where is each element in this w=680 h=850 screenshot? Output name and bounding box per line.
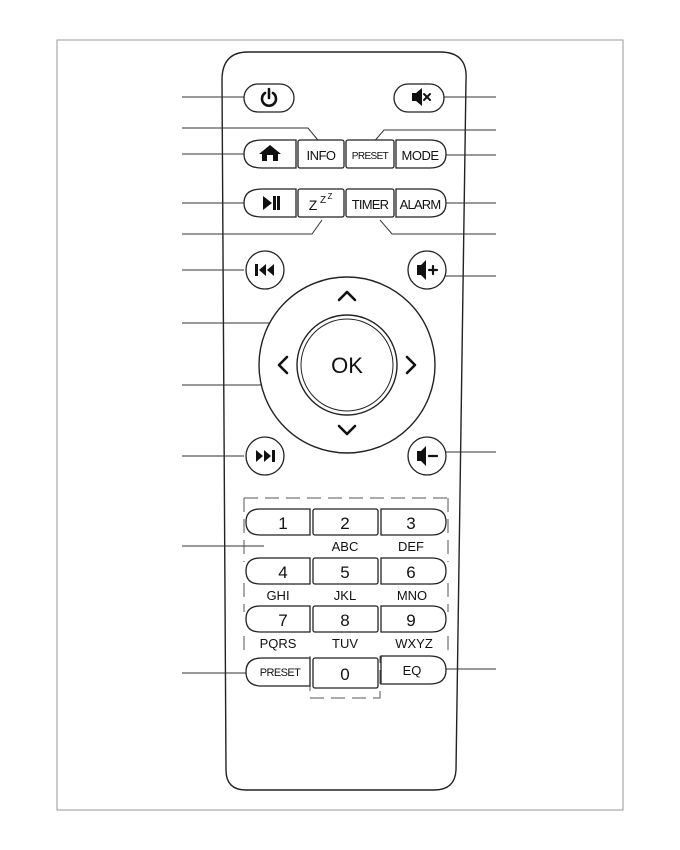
ok-button-label: OK	[331, 353, 363, 378]
preset-button-top-label: PRESET	[351, 151, 389, 162]
sleep-button-label-sup: Z	[319, 195, 327, 206]
key-5[interactable]	[313, 558, 378, 584]
key-6[interactable]	[381, 558, 446, 584]
key-3-letters: DEF	[398, 539, 424, 554]
key-7-letters: PQRS	[259, 636, 297, 651]
key-6-letters: MNO	[396, 588, 428, 603]
volume-up-button[interactable]	[408, 251, 446, 289]
key-0-digit: 0	[340, 665, 350, 684]
key-9-letters: WXYZ	[395, 636, 433, 651]
key-4[interactable]	[246, 558, 310, 584]
next-track-button[interactable]	[246, 437, 284, 475]
preset-button-top[interactable]	[346, 140, 394, 168]
previous-track-button[interactable]	[246, 251, 284, 289]
key-2[interactable]	[313, 509, 378, 535]
eq-button-label: EQ	[402, 663, 422, 678]
key-1[interactable]	[246, 509, 310, 535]
sleep-button[interactable]	[298, 189, 344, 217]
ok-button[interactable]	[297, 315, 397, 415]
mute-button[interactable]	[394, 84, 444, 112]
info-button-label: INFO	[306, 148, 336, 163]
volume-down-button[interactable]	[408, 437, 446, 475]
mode-button-label: MODE	[401, 148, 439, 163]
alarm-button[interactable]	[396, 189, 446, 217]
key-3-digit: 3	[406, 514, 416, 533]
key-8-letters: TUV	[332, 636, 358, 651]
key-8-digit: 8	[340, 611, 350, 630]
key-2-digit: 2	[340, 514, 350, 533]
key-0[interactable]	[313, 658, 378, 688]
play-pause-button[interactable]	[244, 189, 296, 217]
alarm-button-label: ALARM	[399, 197, 441, 212]
key-2-letters: ABC	[331, 539, 359, 554]
key-5-letters: JKL	[333, 588, 357, 603]
key-4-digit: 4	[278, 563, 288, 582]
key-9-digit: 9	[406, 611, 416, 630]
timer-button-label: TIMER	[351, 197, 389, 212]
key-7[interactable]	[246, 606, 310, 632]
timer-button[interactable]	[346, 189, 394, 217]
key-5-digit: 5	[340, 563, 350, 582]
key-6-digit: 6	[406, 563, 416, 582]
eq-button[interactable]	[381, 656, 446, 684]
key-1-digit: 1	[278, 514, 288, 533]
key-7-digit: 7	[278, 611, 288, 630]
sleep-button-label: Z	[308, 197, 318, 213]
info-button[interactable]	[298, 140, 344, 168]
key-4-letters: GHI	[266, 588, 290, 603]
power-button[interactable]	[244, 84, 294, 112]
mode-button[interactable]	[396, 140, 446, 168]
key-9[interactable]	[381, 606, 446, 632]
key-3[interactable]	[381, 509, 446, 535]
key-8[interactable]	[313, 606, 378, 632]
preset-button-bottom[interactable]	[246, 658, 310, 686]
sleep-button-label-sup2: Z	[327, 192, 333, 201]
preset-button-bottom-label: PRESET	[259, 667, 301, 679]
home-button[interactable]	[244, 140, 296, 168]
